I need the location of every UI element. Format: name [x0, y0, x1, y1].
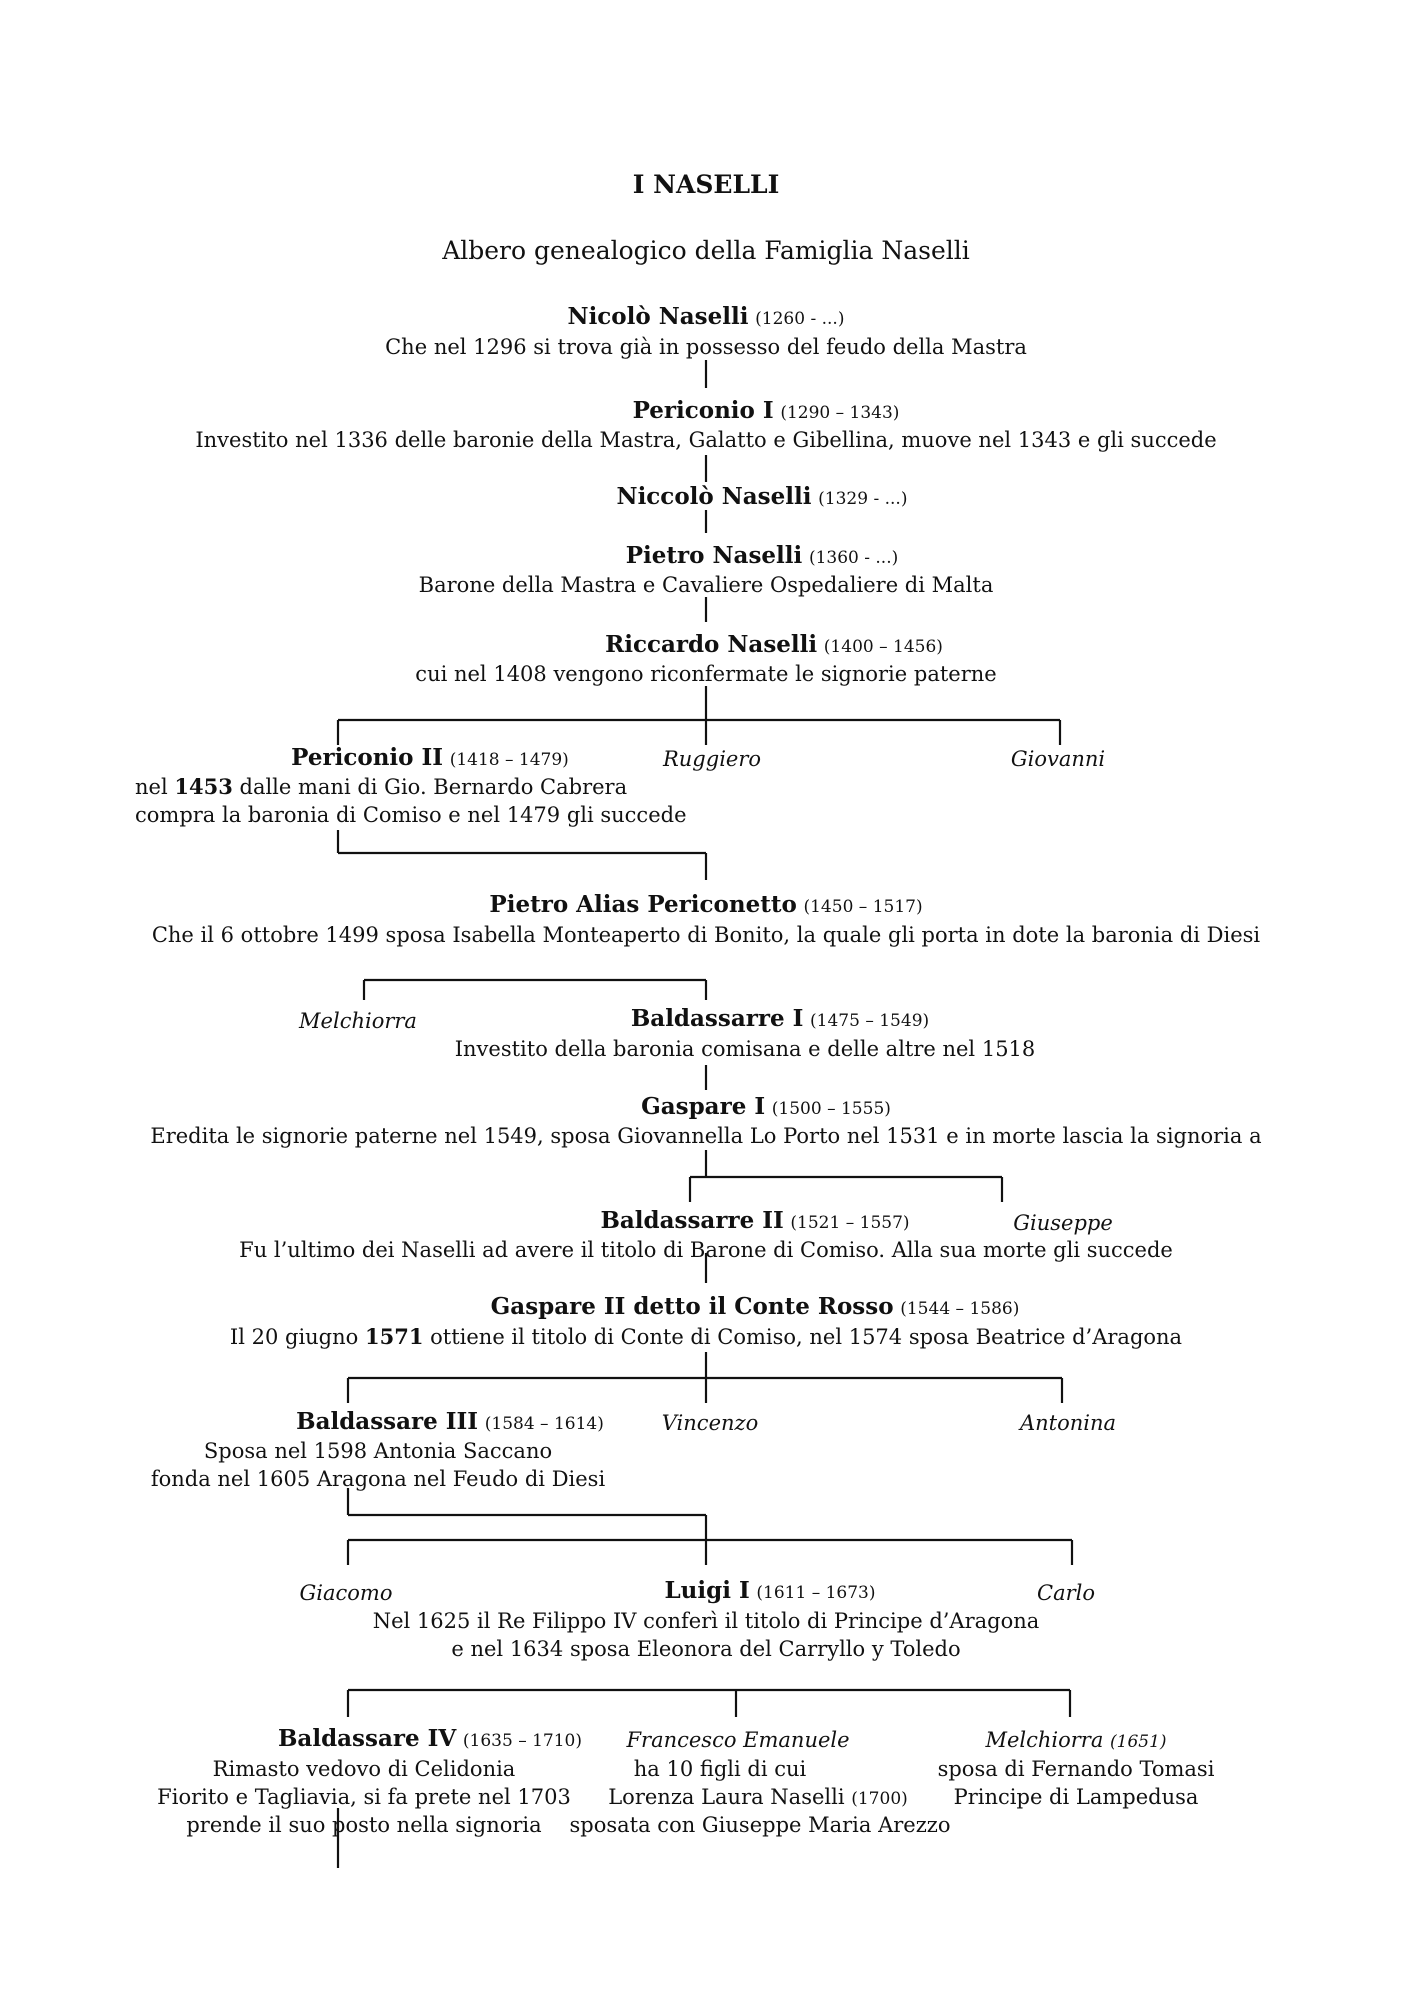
person-antonina: Antonina: [1019, 1411, 1117, 1435]
person-note: prende il suo posto nella signoria: [186, 1813, 542, 1837]
person-name: Gaspare I: [641, 1093, 766, 1120]
person-note: cui nel 1408 vengono riconfermate le signorie paterne: [415, 662, 997, 686]
person-note: sposa di Fernando Tomasi: [937, 1757, 1215, 1781]
person-note: e nel 1634 sposa Eleonora del Carryllo y Toledo: [451, 1637, 961, 1661]
person-dates: (1521 – 1557): [790, 1213, 910, 1233]
person-note: Sposa nel 1598 Antonia Saccano: [203, 1439, 553, 1463]
person-baldassare-iv: [278, 1726, 582, 1754]
person-note: Che il 6 ottobre 1499 sposa Isabella Monteaperto di Bonito, la quale gli porta in dote la baronia di Diesi: [151, 923, 1261, 947]
note-text: ottiene il titolo di Conte di Comiso, nel 1574 sposa Beatrice d’Aragona: [430, 1325, 1183, 1349]
person-note: Investito della baronia comisana e delle altre nel 1518: [454, 1037, 1036, 1061]
note-text: dalle mani di Gio. Bernardo Cabrera: [239, 775, 628, 799]
person-baldassare-iii: [296, 1409, 604, 1437]
person-note: fonda nel 1605 Aragona nel Feudo di Diesi: [150, 1467, 606, 1491]
person-name: Baldassarre II: [600, 1207, 784, 1234]
person-periconio-i: [633, 398, 900, 426]
person-dates: (1329 - ...): [818, 489, 908, 509]
person-francesco-emanuele: Francesco Emanuele: [626, 1728, 850, 1752]
person-name: Periconio II: [291, 744, 444, 771]
person-baldassarre-ii: [600, 1208, 909, 1236]
page-subtitle: Albero genealogico della Famiglia Naselli: [442, 236, 970, 265]
person-name: Riccardo Naselli: [605, 631, 818, 658]
person-dates: (1500 – 1555): [771, 1099, 891, 1119]
page-title: I NASELLI: [632, 170, 780, 199]
person-giovanni: Giovanni: [1010, 747, 1106, 771]
person-note: [230, 1324, 1182, 1350]
person-note: sposata con Giuseppe Maria Arezzo: [569, 1813, 951, 1837]
person-pietro: [626, 543, 898, 571]
person-dates: (1584 – 1614): [484, 1414, 604, 1434]
person-luigi-i: [664, 1578, 875, 1606]
person-name: Nicolò Naselli: [567, 303, 749, 330]
person-riccardo: [605, 632, 943, 660]
person-carlo: Carlo: [1037, 1581, 1095, 1605]
person-melchiorra: Melchiorra: [299, 1009, 417, 1033]
note-text: nel: [135, 775, 168, 799]
person-note: ha 10 figli di cui: [633, 1757, 807, 1781]
person-pietro-alias: [489, 892, 922, 920]
person-name: Luigi I: [664, 1577, 750, 1604]
person-vincenzo: Vincenzo: [661, 1411, 759, 1435]
person-dates: (1450 – 1517): [803, 897, 923, 917]
person-note: Fu l’ultimo dei Naselli ad avere il titolo di Barone di Comiso. Alla sua morte gli succede: [239, 1238, 1173, 1262]
person-dates: (1544 – 1586): [900, 1299, 1020, 1319]
person-note: compra la baronia di Comiso e nel 1479 gli succede: [135, 803, 687, 827]
person-dates: (1418 – 1479): [449, 750, 569, 770]
note-year: 1571: [364, 1324, 424, 1349]
note-text: Il 20 giugno: [229, 1325, 359, 1349]
person-melchiorra-ii: [985, 1727, 1166, 1755]
person-dates: (1290 – 1343): [780, 403, 900, 423]
person-name: Niccolò Naselli: [616, 483, 812, 510]
person-note: Rimasto vedovo di Celidonia: [212, 1757, 516, 1781]
person-note: Investito nel 1336 delle baronie della Mastra, Galatto e Gibellina, muove nel 1343 e gli succede: [195, 428, 1217, 452]
person-dates: (1360 - ...): [808, 548, 899, 568]
person-note: Eredita le signorie paterne nel 1549, sposa Giovannella Lo Porto nel 1531 e in morte lascia la signoria a: [150, 1124, 1262, 1148]
person-note: Principe di Lampedusa: [953, 1785, 1199, 1809]
person-periconio-ii: [291, 745, 569, 773]
person-gaspare-i: [641, 1094, 891, 1122]
person-note: [135, 774, 627, 800]
person-nicolo: [568, 304, 845, 332]
person-gaspare-ii: [491, 1294, 1020, 1322]
person-note: Fiorito e Tagliavia, si fa prete nel 1703: [157, 1785, 571, 1809]
person-giuseppe: Giuseppe: [1013, 1211, 1113, 1235]
person-giacomo: Giacomo: [299, 1581, 393, 1605]
person-dates: (1651): [1110, 1732, 1167, 1752]
note-year: 1453: [174, 774, 233, 799]
note-text: Lorenza Laura Naselli: [608, 1785, 845, 1809]
person-ruggiero: Ruggiero: [662, 747, 762, 771]
person-note: Che nel 1296 si trova già in possesso del feudo della Mastra: [385, 335, 1027, 359]
person-name: Baldassarre I: [630, 1005, 804, 1032]
person-niccolo: [617, 484, 908, 512]
person-dates: (1635 – 1710): [462, 1731, 583, 1751]
person-baldassarre-i: [631, 1006, 929, 1034]
person-dates: (1260 - ...): [755, 309, 845, 329]
person-name: Pietro Naselli: [625, 542, 803, 569]
person-dates: (1611 – 1673): [756, 1583, 876, 1603]
person-dates: (1475 – 1549): [810, 1011, 930, 1031]
person-dates: (1700): [851, 1789, 908, 1809]
person-name: Baldassare IV: [277, 1725, 457, 1752]
person-note: [608, 1784, 908, 1812]
person-name: Gaspare II detto il Conte Rosso: [490, 1293, 894, 1320]
person-name: Melchiorra: [985, 1728, 1104, 1752]
person-note: Barone della Mastra e Cavaliere Ospedaliere di Malta: [418, 573, 994, 597]
person-dates: (1400 – 1456): [823, 637, 943, 657]
person-name: Periconio I: [632, 397, 774, 424]
person-name: Pietro Alias Periconetto: [489, 891, 797, 918]
person-name: Baldassare III: [296, 1408, 479, 1435]
person-note: Nel 1625 il Re Filippo IV conferì il titolo di Principe d’Aragona: [372, 1609, 1040, 1633]
